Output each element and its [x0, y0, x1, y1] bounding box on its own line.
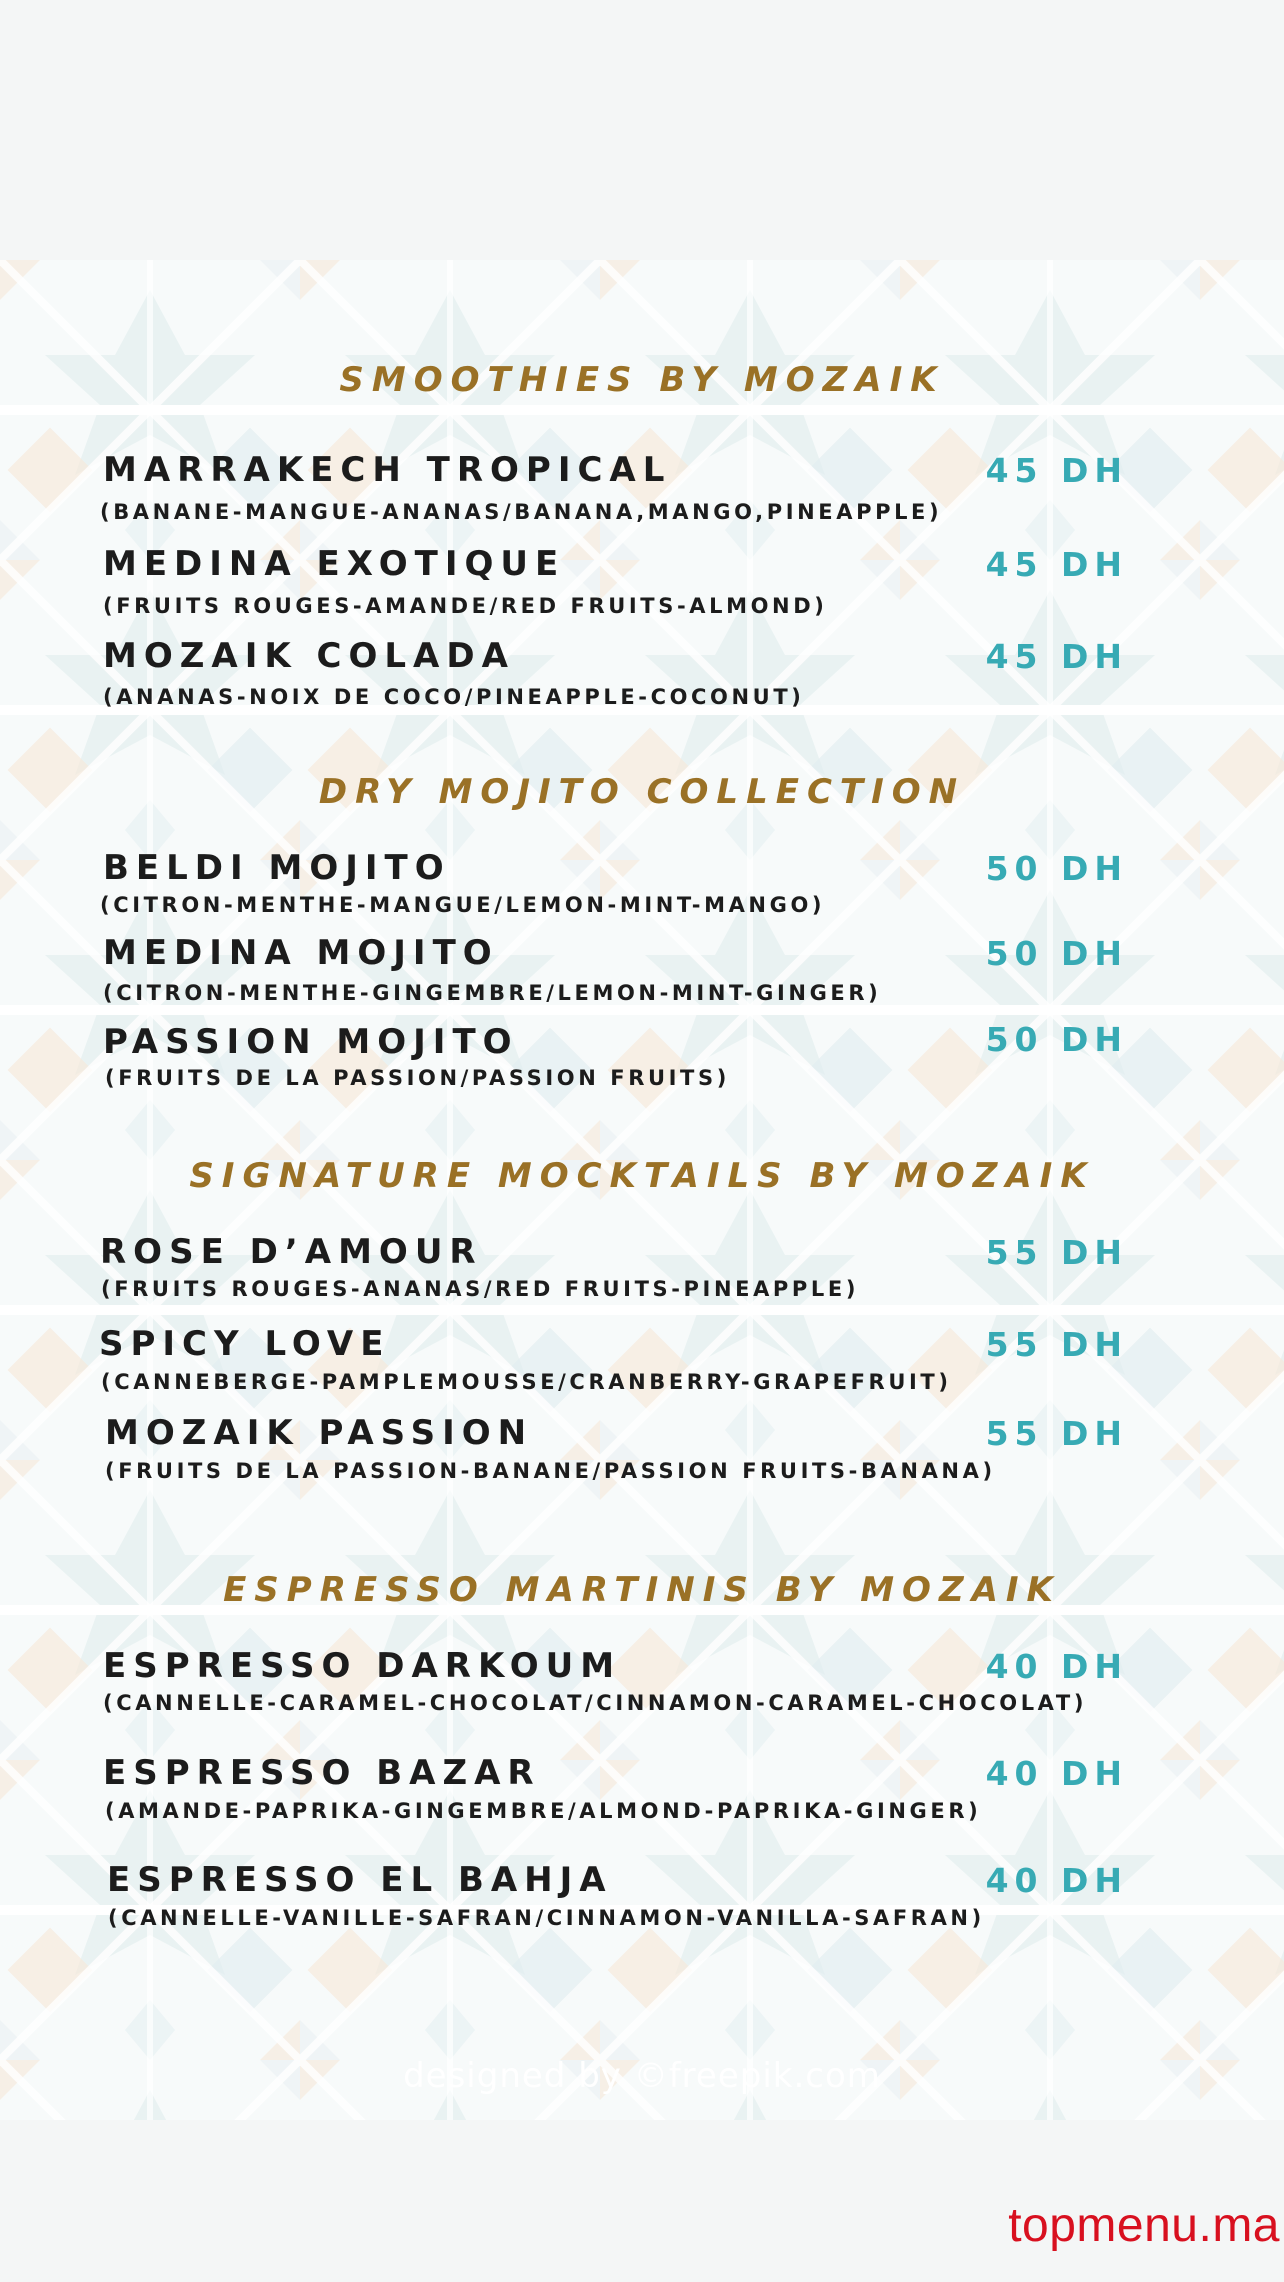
- item-price: 40 DH: [985, 1754, 1128, 1793]
- item-name: ROSE D’AMOUR: [100, 1232, 483, 1272]
- item-name: MOZAIK COLADA: [103, 636, 515, 676]
- item-name: MEDINA EXOTIQUE: [103, 544, 566, 584]
- item-description: (FRUITS ROUGES-AMANDE/RED FRUITS-ALMOND): [103, 594, 828, 618]
- item-price: 55 DH: [985, 1325, 1128, 1364]
- item-description: (CANNELLE-VANILLE-SAFRAN/CINNAMON-VANILLA-SAFRAN): [108, 1906, 985, 1930]
- item-description: (CANNELLE-CARAMEL-CHOCOLAT/CINNAMON-CARAMEL-CHOCOLAT): [103, 1691, 1088, 1715]
- item-name: PASSION MOJITO: [103, 1022, 519, 1062]
- item-price: 50 DH: [985, 1020, 1128, 1059]
- item-description: (FRUITS DE LA PASSION/PASSION FRUITS): [105, 1066, 730, 1090]
- topmenu-watermark: topmenu.ma: [1008, 2199, 1280, 2252]
- item-price: 40 DH: [985, 1861, 1128, 1900]
- design-credit: designed by ©freepik.com: [403, 2056, 881, 2096]
- section-title-espresso-martinis: ESPRESSO MARTINIS BY MOZAIK: [223, 1570, 1061, 1610]
- item-name: MARRAKECH TROPICAL: [103, 450, 672, 490]
- item-name: ESPRESSO EL BAHJA: [107, 1860, 613, 1900]
- section-title-smoothies: SMOOTHIES BY MOZAIK: [339, 360, 945, 400]
- item-description: (FRUITS ROUGES-ANANAS/RED FRUITS-PINEAPPLE): [101, 1277, 860, 1301]
- item-description: (CITRON-MENTHE-GINGEMBRE/LEMON-MINT-GINGER): [103, 981, 882, 1005]
- item-price: 45 DH: [985, 451, 1128, 490]
- item-price: 45 DH: [985, 637, 1128, 676]
- item-name: BELDI MOJITO: [103, 848, 451, 888]
- item-name: ESPRESSO DARKOUM: [103, 1646, 622, 1686]
- section-title-dry-mojito: DRY MOJITO COLLECTION: [318, 772, 966, 812]
- item-price: 50 DH: [985, 934, 1128, 973]
- item-name: SPICY LOVE: [99, 1324, 391, 1364]
- section-title-signature-mocktails: SIGNATURE MOCKTAILS BY MOZAIK: [189, 1156, 1095, 1196]
- item-description: (CITRON-MENTHE-MANGUE/LEMON-MINT-MANGO): [100, 893, 826, 917]
- item-description: (CANNEBERGE-PAMPLEMOUSSE/CRANBERRY-GRAPEFRUIT): [101, 1370, 952, 1394]
- item-price: 40 DH: [985, 1647, 1128, 1686]
- menu-panel: [0, 260, 1284, 2120]
- item-description: (ANANAS-NOIX DE COCO/PINEAPPLE-COCONUT): [103, 685, 805, 709]
- item-description: (BANANE-MANGUE-ANANAS/BANANA,MANGO,PINEAPPLE): [100, 500, 943, 524]
- item-name: MEDINA MOJITO: [103, 933, 499, 973]
- item-price: 50 DH: [985, 849, 1128, 888]
- item-name: MOZAIK PASSION: [105, 1413, 534, 1453]
- item-description: (AMANDE-PAPRIKA-GINGEMBRE/ALMOND-PAPRIKA-GINGER): [105, 1799, 982, 1823]
- item-price: 45 DH: [985, 545, 1128, 584]
- item-price: 55 DH: [985, 1233, 1128, 1272]
- item-name: ESPRESSO BAZAR: [103, 1753, 541, 1793]
- item-description: (FRUITS DE LA PASSION-BANANE/PASSION FRUITS-BANANA): [105, 1459, 996, 1483]
- item-price: 55 DH: [985, 1414, 1128, 1453]
